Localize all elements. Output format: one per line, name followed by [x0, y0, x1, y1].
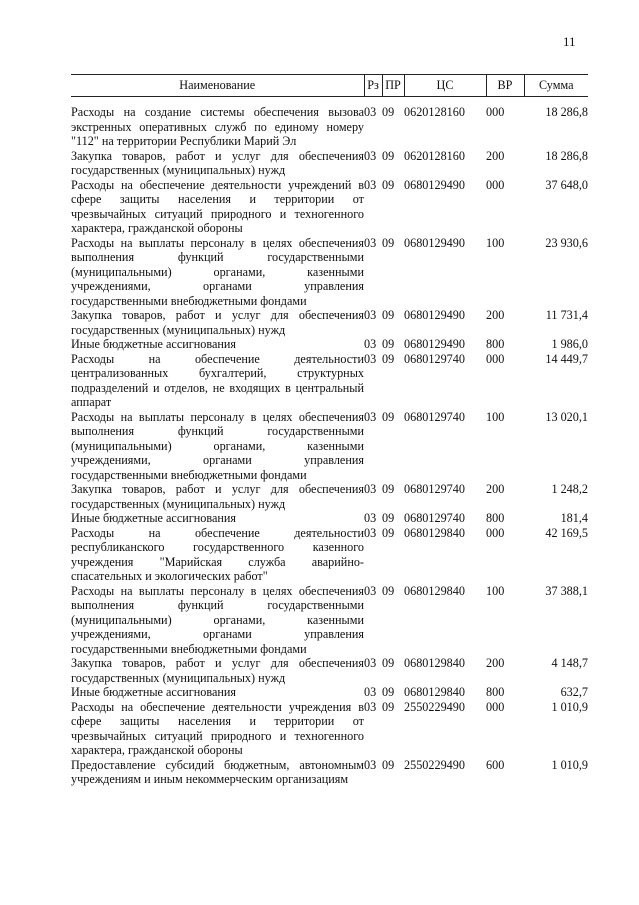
row-name: Расходы на выплаты персоналу в целях обеспечения выполнения функций государственными (муниципальными) органами, казенными учреждениями, органами управления государственными внебюджетными фондами	[71, 583, 364, 656]
table-row	[71, 584, 588, 657]
row-sum: 11 731,4	[545, 308, 588, 322]
row-cs: 0620128160	[404, 148, 465, 163]
row-name: Расходы на выплаты персоналу в целях обеспечения выполнения функций государственными (муниципальными) органами, казенными учреждениями, органами управления государственными внебюджетными фондами	[71, 235, 364, 308]
row-name: Расходы на обеспечение деятельности учреждений в сфере защиты населения и территории от чрезвычайных ситуаций природного и техногенного характера, гражданской обороны	[71, 177, 364, 235]
row-pr: 09	[382, 337, 395, 351]
row-sum: 181,4	[560, 511, 588, 525]
row-vr: 100	[486, 409, 505, 424]
row-pr: 09	[382, 308, 395, 322]
row-rz: 03	[364, 656, 377, 670]
row-name: Предоставление субсидий бюджетным, автономным учреждениям и иным некоммерческим организациям	[71, 757, 364, 786]
row-pr: 09	[382, 525, 395, 540]
table-row	[71, 482, 588, 511]
row-cs: 0680129490	[404, 337, 465, 351]
table-row	[71, 656, 588, 685]
row-name: Иные бюджетные ассигнования	[71, 511, 237, 525]
row-vr: 000	[486, 351, 505, 366]
row-pr: 09	[382, 235, 395, 250]
table-row	[71, 308, 588, 337]
row-vr: 000	[486, 105, 505, 119]
row-sum: 1 986,0	[551, 337, 588, 351]
row-name: Закупка товаров, работ и услуг для обеспечения государственных (муниципальных) нужд	[71, 656, 364, 685]
row-cs: 2550229490	[404, 757, 465, 772]
row-vr: 200	[486, 308, 505, 322]
row-sum: 37 388,1	[545, 583, 588, 598]
row-rz: 03	[364, 685, 377, 699]
row-cs: 0680129840	[404, 525, 465, 540]
table-row	[71, 149, 588, 178]
row-rz: 03	[364, 409, 377, 424]
row-pr: 09	[382, 583, 395, 598]
row-sum: 4 148,7	[551, 656, 588, 670]
row-sum: 632,7	[560, 685, 588, 699]
row-cs: 0680129840	[404, 583, 465, 598]
row-pr: 09	[382, 351, 395, 366]
budget-table	[71, 74, 588, 787]
row-name: Иные бюджетные ассигнования	[71, 337, 237, 351]
row-cs: 0680129490	[404, 177, 465, 192]
table-header-row	[71, 75, 588, 97]
row-vr: 800	[486, 337, 505, 351]
row-vr: 100	[486, 235, 505, 250]
row-rz: 03	[364, 511, 377, 525]
row-vr: 600	[486, 757, 505, 772]
row-cs: 2550229490	[404, 699, 465, 714]
row-pr: 09	[382, 685, 395, 699]
row-rz: 03	[364, 482, 377, 496]
row-rz: 03	[364, 525, 377, 540]
row-cs: 0620128160	[404, 105, 465, 119]
row-cs: 0680129740	[404, 409, 465, 424]
row-rz: 03	[364, 308, 377, 322]
row-name: Закупка товаров, работ и услуг для обеспечения государственных (муниципальных) нужд	[71, 148, 364, 177]
row-name: Расходы на обеспечение деятельности централизованных бухгалтерий, структурных подразделений и отделов, не входящих в центральный аппарат	[71, 351, 364, 409]
row-sum: 42 169,5	[545, 525, 588, 540]
row-vr: 800	[486, 511, 505, 525]
row-vr: 000	[486, 525, 505, 540]
row-sum: 37 648,0	[545, 177, 588, 192]
row-sum: 1 248,2	[551, 482, 588, 496]
row-rz: 03	[364, 583, 377, 598]
row-pr: 09	[382, 511, 395, 525]
row-pr: 09	[382, 757, 395, 772]
row-pr: 09	[382, 177, 395, 192]
table-row	[71, 685, 588, 700]
table-row	[71, 511, 588, 526]
row-pr: 09	[382, 656, 395, 670]
header-vr: ВР	[486, 75, 524, 97]
table-row	[71, 337, 588, 352]
row-pr: 09	[382, 148, 395, 163]
table-row	[71, 758, 588, 787]
row-cs: 0680129490	[404, 308, 465, 322]
row-rz: 03	[364, 148, 377, 163]
row-pr: 09	[382, 409, 395, 424]
row-vr: 000	[486, 699, 505, 714]
header-name: Наименование	[71, 75, 364, 97]
row-cs: 0680129740	[404, 511, 465, 525]
row-name: Расходы на обеспечение деятельности республиканского государственного казенного учреждения "Марийская служба аварийно-спасательных и экологических работ"	[71, 525, 364, 583]
row-pr: 09	[382, 105, 395, 119]
table-row	[71, 410, 588, 483]
row-vr: 200	[486, 656, 505, 670]
row-pr: 09	[382, 699, 395, 714]
table-row	[71, 352, 588, 410]
row-vr: 000	[486, 177, 505, 192]
row-rz: 03	[364, 105, 377, 119]
row-sum: 18 286,8	[545, 148, 588, 163]
header-sum: Сумма	[524, 75, 588, 97]
header-pr: ПР	[382, 75, 404, 97]
table-body	[71, 97, 588, 787]
table-row	[71, 97, 588, 149]
row-name: Закупка товаров, работ и услуг для обеспечения государственных (муниципальных) нужд	[71, 482, 364, 511]
row-cs: 0680129490	[404, 235, 465, 250]
row-cs: 0680129740	[404, 351, 465, 366]
header-cs: ЦС	[404, 75, 486, 97]
table-row	[71, 178, 588, 236]
row-sum: 14 449,7	[545, 351, 588, 366]
row-vr: 200	[486, 148, 505, 163]
row-rz: 03	[364, 337, 377, 351]
row-rz: 03	[364, 235, 377, 250]
row-rz: 03	[364, 351, 377, 366]
row-name: Закупка товаров, работ и услуг для обеспечения государственных (муниципальных) нужд	[71, 308, 364, 337]
row-sum: 1 010,9	[551, 757, 588, 772]
row-rz: 03	[364, 699, 377, 714]
page-number: 11	[563, 34, 576, 49]
row-cs: 0680129740	[404, 482, 465, 496]
header-rz: Рз	[364, 75, 382, 97]
row-cs: 0680129840	[404, 656, 465, 670]
row-name: Расходы на обеспечение деятельности учреждения в сфере защиты населения и территории от чрезвычайных ситуаций природного и техногенного характера, гражданской обороны	[71, 699, 364, 757]
row-vr: 200	[486, 482, 505, 496]
table-row	[71, 526, 588, 584]
row-name: Иные бюджетные ассигнования	[71, 685, 237, 699]
row-rz: 03	[364, 177, 377, 192]
row-vr: 800	[486, 685, 505, 699]
row-pr: 09	[382, 482, 395, 496]
table-row	[71, 700, 588, 758]
row-vr: 100	[486, 583, 505, 598]
row-name: Расходы на создание системы обеспечения вызова экстренных оперативных служб по единому номеру "112" на территории Республики Марий Эл	[71, 105, 364, 148]
row-rz: 03	[364, 757, 377, 772]
row-sum: 18 286,8	[545, 105, 588, 119]
row-sum: 23 930,6	[545, 235, 588, 250]
row-sum: 1 010,9	[551, 699, 588, 714]
row-name: Расходы на выплаты персоналу в целях обеспечения выполнения функций государственными (муниципальными) органами, казенными учреждениями, органами управления государственными внебюджетными фондами	[71, 409, 364, 482]
row-cs: 0680129840	[404, 685, 465, 699]
table-row	[71, 236, 588, 309]
row-sum: 13 020,1	[545, 409, 588, 424]
